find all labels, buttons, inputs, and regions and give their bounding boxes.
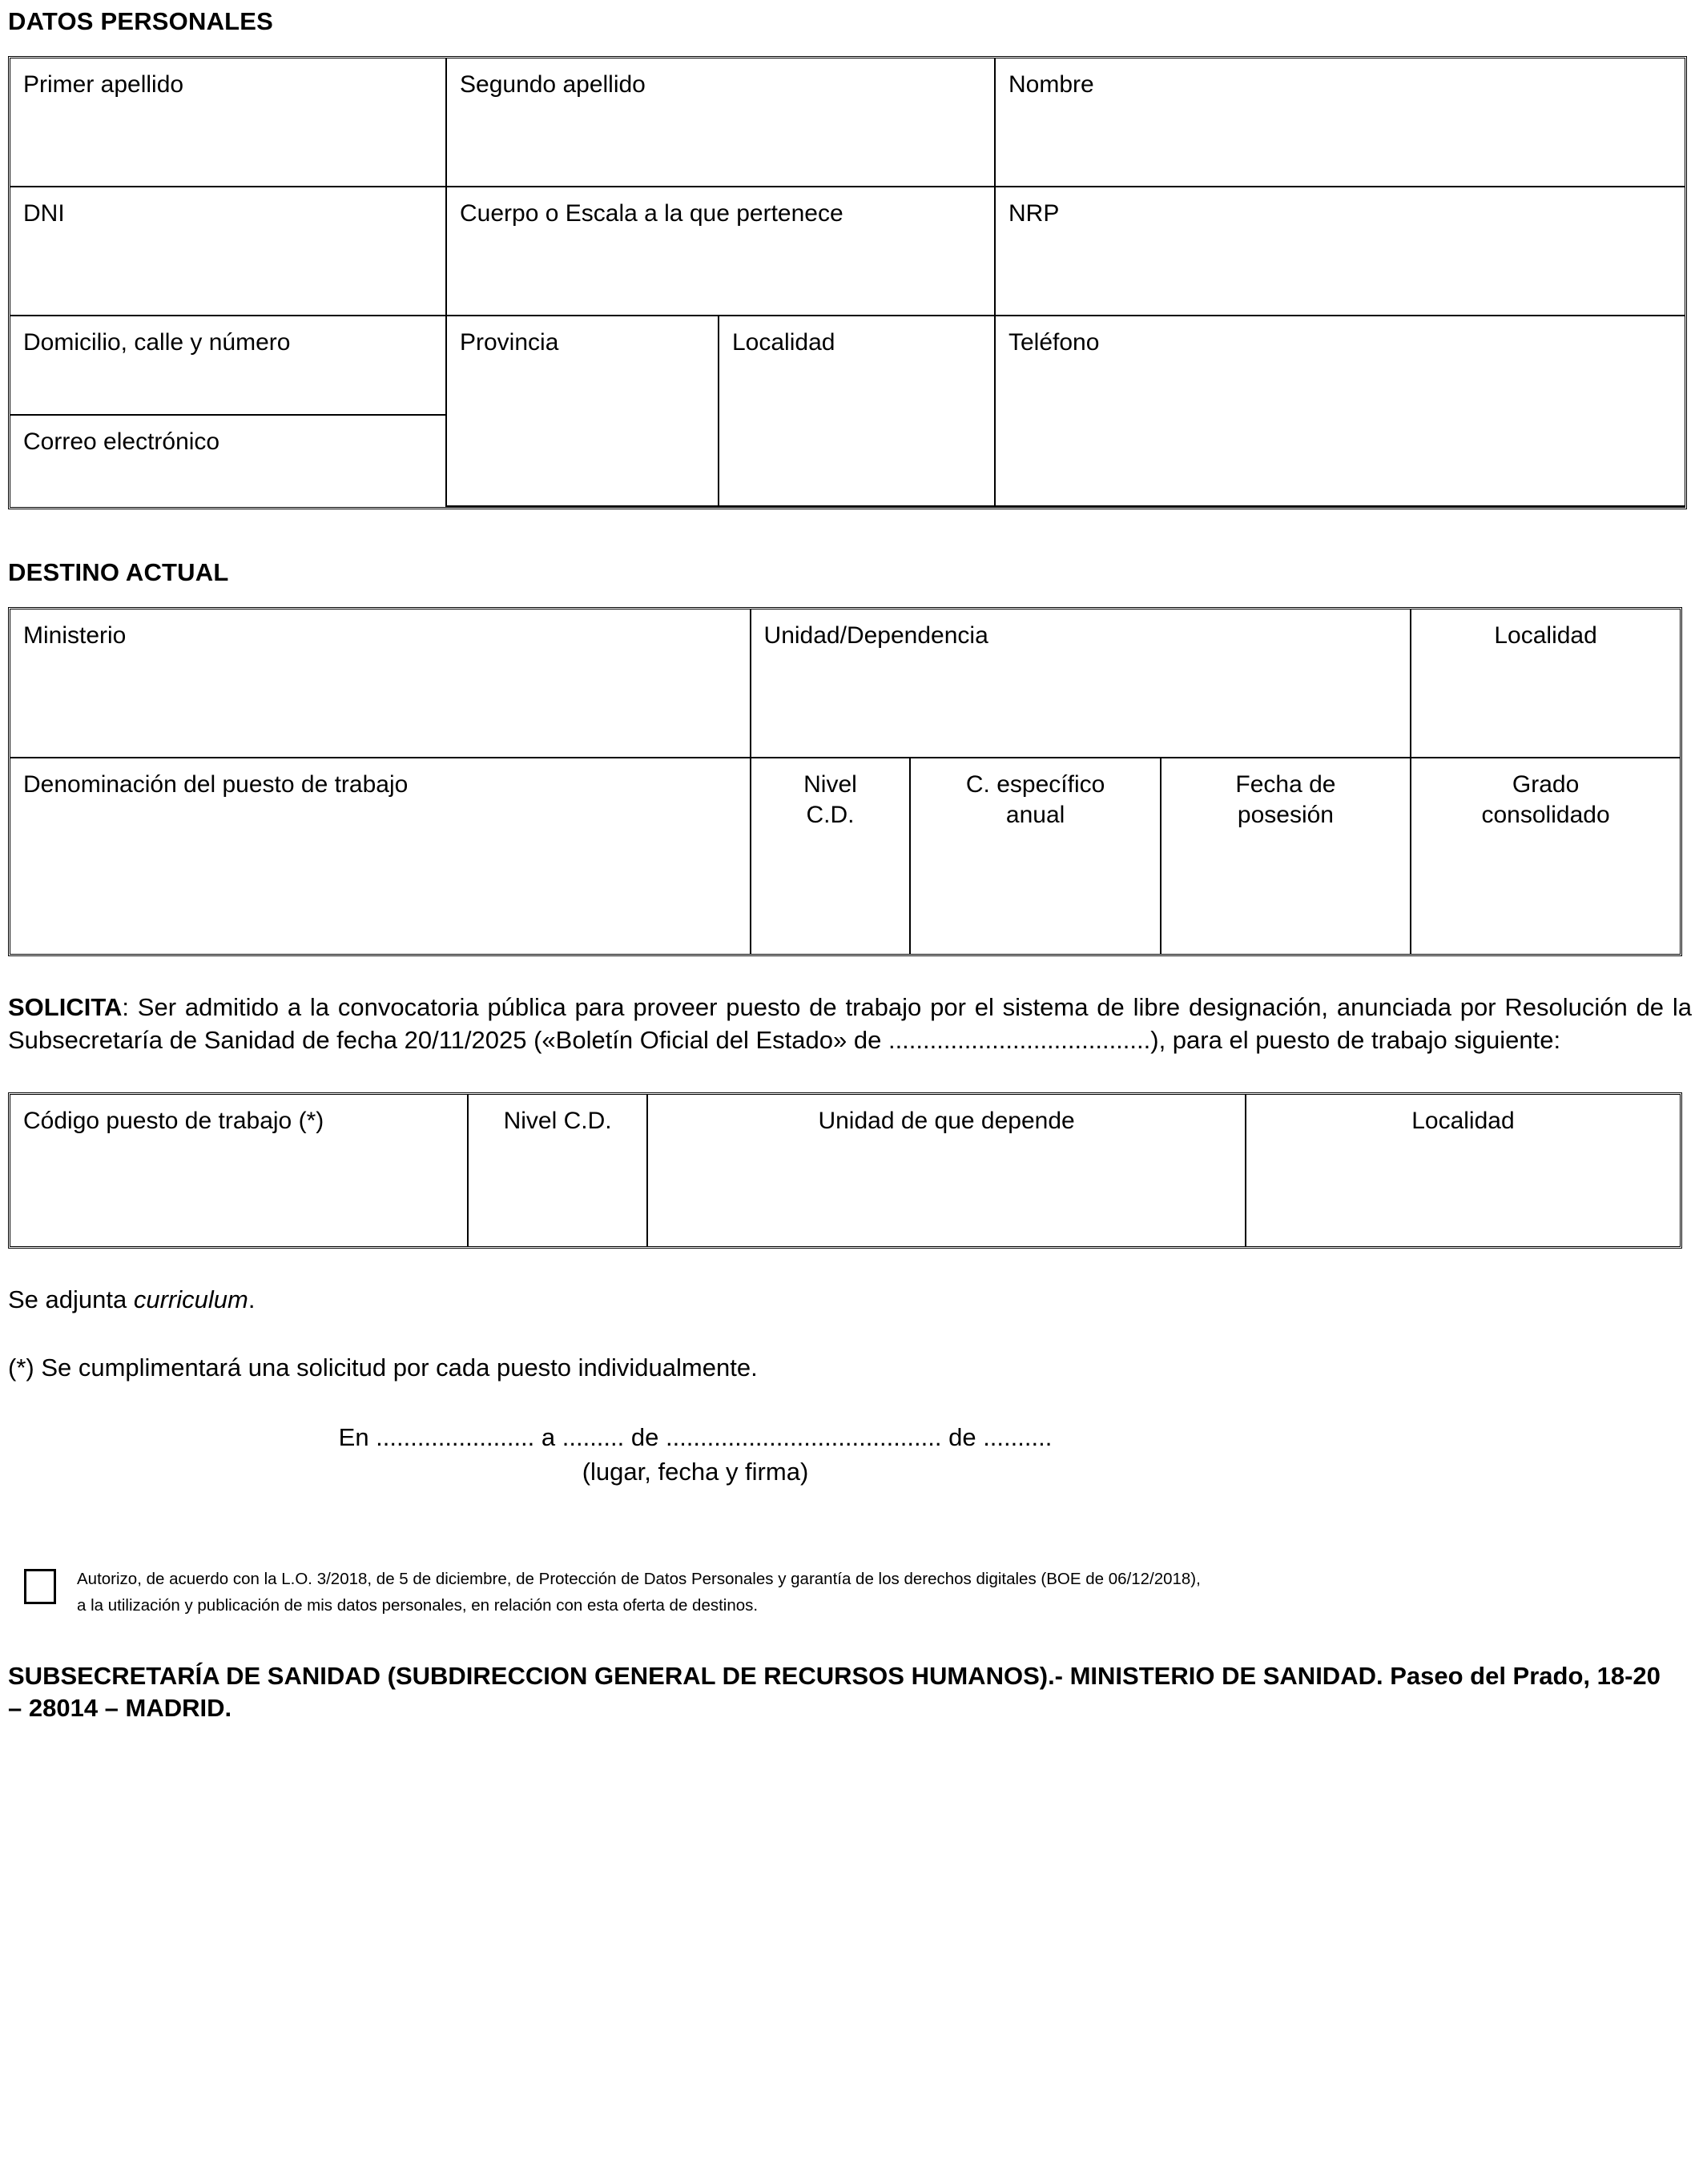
cell-level-cd[interactable] [751, 758, 912, 954]
cell-level-cd-line2: C.D. [806, 801, 855, 828]
signature-date-line[interactable]: En ....................... a ......... de ........................................ de .......... [338, 1422, 1053, 1451]
table-row [10, 1095, 1680, 1246]
cell-second-surname[interactable]: Segundo apellido [447, 58, 996, 187]
cell-unit-dependency[interactable]: Unidad/Dependencia [751, 609, 1412, 758]
cell-nrp[interactable]: NRP [996, 187, 1685, 316]
curriculum-note-prefix: Se adjunta [8, 1285, 134, 1313]
section-heading-personal-data: DATOS PERSONALES [8, 7, 274, 35]
cell-possession-date-line1: Fecha de [1235, 771, 1336, 798]
cell-specific-complement-line1: C. específico [965, 771, 1105, 798]
cell-job-code[interactable]: Código puesto de trabajo (*) [10, 1095, 469, 1246]
cell-address[interactable]: Domicilio, calle y número [10, 316, 447, 416]
cell-given-name[interactable]: Nombre [996, 58, 1685, 187]
request-label: SOLICITA [8, 993, 123, 1022]
cell-possession-date[interactable] [1162, 758, 1411, 954]
spacer [6, 956, 1697, 991]
asterisk-note: (*) Se cumplimentará una solicitud por cada puesto individualmente. [8, 1353, 758, 1382]
cell-ministry[interactable]: Ministerio [10, 609, 751, 758]
consent-text-line1: Autorizo, de acuerdo con la L.O. 3/2018, de 5 de diciembre, de Protección de Datos Personales y garantía de los derechos digitales (BOE de 06/12/2018), [77, 1569, 1201, 1588]
footer-address: SUBSECRETARÍA DE SANIDAD (SUBDIRECCION GENERAL DE RECURSOS HUMANOS).- MINISTERIO DE SANIDAD. Paseo del Prado, 18-20 – 28014 – MADRID. [8, 1662, 1661, 1723]
curriculum-note [8, 1284, 1692, 1317]
cell-locality[interactable]: Localidad [719, 316, 996, 507]
cell-destination-locality[interactable]: Localidad [1411, 609, 1680, 758]
consent-text-line2: a la utilización y publicación de mis datos personales, en relación con esta oferta de destinos. [77, 1595, 759, 1615]
cell-specific-complement-line2: anual [1005, 801, 1065, 828]
cell-dni[interactable]: DNI [10, 187, 447, 316]
table-row [10, 758, 1680, 954]
cell-first-surname[interactable]: Primer apellido [10, 58, 447, 187]
spacer [6, 509, 1697, 559]
cell-corps[interactable]: Cuerpo o Escala a la que pertenece [447, 187, 996, 316]
table-row [10, 58, 1685, 187]
cell-specific-complement[interactable] [911, 758, 1161, 954]
personal-data-table [8, 56, 1687, 509]
table-row [10, 316, 1685, 416]
cell-consolidated-grade-line1: Grado [1512, 771, 1580, 798]
consent-text [77, 1566, 1201, 1619]
spacer [6, 35, 1697, 56]
curriculum-note-suffix: . [248, 1285, 256, 1313]
request-paragraph [8, 991, 1692, 1057]
cell-possession-date-line2: posesión [1237, 801, 1334, 828]
spacer [6, 586, 1697, 607]
cell-consolidated-grade[interactable] [1411, 758, 1680, 954]
spacer [6, 1317, 1697, 1352]
curriculum-note-italic: curriculum [133, 1285, 248, 1313]
consent-row [6, 1566, 1697, 1619]
consent-checkbox[interactable] [24, 1569, 56, 1604]
cell-dependent-unit[interactable]: Unidad de que depende [648, 1095, 1246, 1246]
spacer [6, 1057, 1697, 1092]
section-heading-current-destination: DESTINO ACTUAL [8, 558, 229, 587]
table-row [10, 187, 1685, 316]
current-destination-table [8, 607, 1682, 956]
requested-post-table [8, 1092, 1682, 1249]
cell-email[interactable]: Correo electrónico [10, 416, 447, 507]
cell-phone[interactable]: Teléfono [996, 316, 1685, 507]
spacer [6, 1249, 1697, 1284]
cell-post-locality[interactable]: Localidad [1411, 1108, 1515, 1134]
table-row [10, 609, 1680, 758]
signature-caption: (lugar, fecha y firma) [582, 1457, 809, 1486]
signature-block [6, 1422, 1697, 1489]
request-body: : Ser admitido a la convocatoria pública para proveer puesto de trabajo por el sistema de libre designación, anunciada por Resolución de la Subsecretaría de Sanidad de fecha 20/11/2025 («Boletín Oficial del Estado» de ......................................), para el puesto de trabajo siguiente: [8, 993, 1692, 1055]
cell-job-title[interactable]: Denominación del puesto de trabajo [10, 758, 751, 954]
cell-province[interactable]: Provincia [447, 316, 719, 507]
cell-level-cd-line1: Nivel [803, 771, 857, 798]
cell-consolidated-grade-line2: consolidado [1481, 801, 1610, 828]
cell-post-level-cd[interactable]: Nivel C.D. [469, 1095, 648, 1246]
